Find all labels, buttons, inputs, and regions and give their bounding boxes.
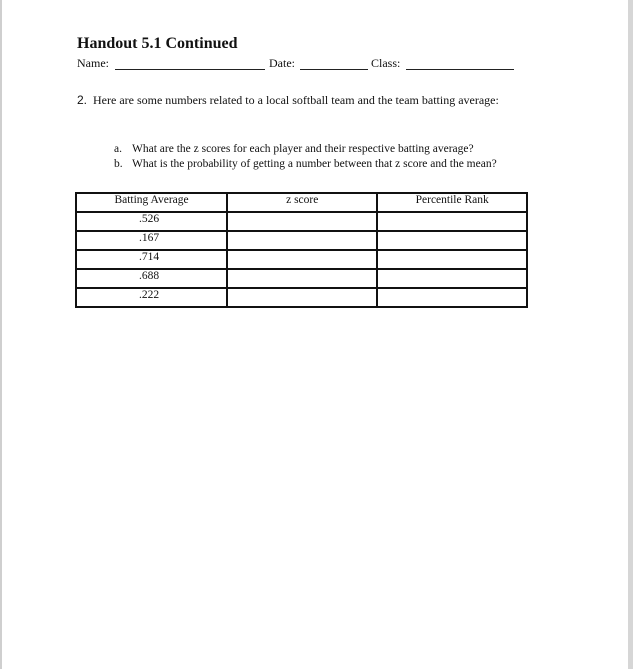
table-row — [76, 212, 527, 231]
sub-question-a — [114, 142, 497, 157]
batting-average-cell: .688 — [76, 269, 227, 288]
percentile-rank-cell[interactable] — [377, 250, 527, 269]
name-label: Name: — [77, 56, 109, 70]
table-row — [76, 250, 527, 269]
sub-question-marker: a. — [114, 143, 122, 155]
question-number: 2. — [77, 93, 88, 107]
class-label: Class: — [371, 56, 401, 70]
question-2 — [77, 93, 499, 108]
sub-question-text: What are the z scores for each player and their respective batting average? — [132, 143, 474, 155]
question-text: Here are some numbers related to a local softball team and the team batting average: — [93, 93, 499, 107]
z-score-cell[interactable] — [227, 288, 377, 307]
z-score-cell[interactable] — [227, 269, 377, 288]
percentile-rank-cell[interactable] — [377, 288, 527, 307]
batting-average-cell: .167 — [76, 231, 227, 250]
sub-question-marker: b. — [114, 158, 123, 170]
sub-questions — [114, 142, 497, 172]
page-edge-right — [628, 0, 633, 669]
batting-average-cell: .222 — [76, 288, 227, 307]
header-percentile-rank: Percentile Rank — [377, 193, 527, 212]
date-label: Date: — [269, 56, 295, 70]
batting-table — [75, 192, 528, 308]
sub-question-text: What is the probability of getting a number between that z score and the mean? — [132, 158, 497, 170]
batting-average-cell: .526 — [76, 212, 227, 231]
percentile-rank-cell[interactable] — [377, 231, 527, 250]
name-blank — [115, 69, 265, 70]
table-row — [76, 288, 527, 307]
table-header-row — [76, 193, 527, 212]
table-row — [76, 231, 527, 250]
header-z-score: z score — [227, 193, 377, 212]
percentile-rank-cell[interactable] — [377, 269, 527, 288]
sub-question-b — [114, 157, 497, 172]
date-blank — [300, 69, 368, 70]
batting-average-cell: .714 — [76, 250, 227, 269]
percentile-rank-cell[interactable] — [377, 212, 527, 231]
z-score-cell[interactable] — [227, 250, 377, 269]
page-edge-left — [0, 0, 2, 669]
class-blank — [406, 69, 514, 70]
handout-title: Handout 5.1 Continued — [77, 35, 238, 52]
header-batting-average: Batting Average — [76, 193, 227, 212]
z-score-cell[interactable] — [227, 231, 377, 250]
table-row — [76, 269, 527, 288]
z-score-cell[interactable] — [227, 212, 377, 231]
